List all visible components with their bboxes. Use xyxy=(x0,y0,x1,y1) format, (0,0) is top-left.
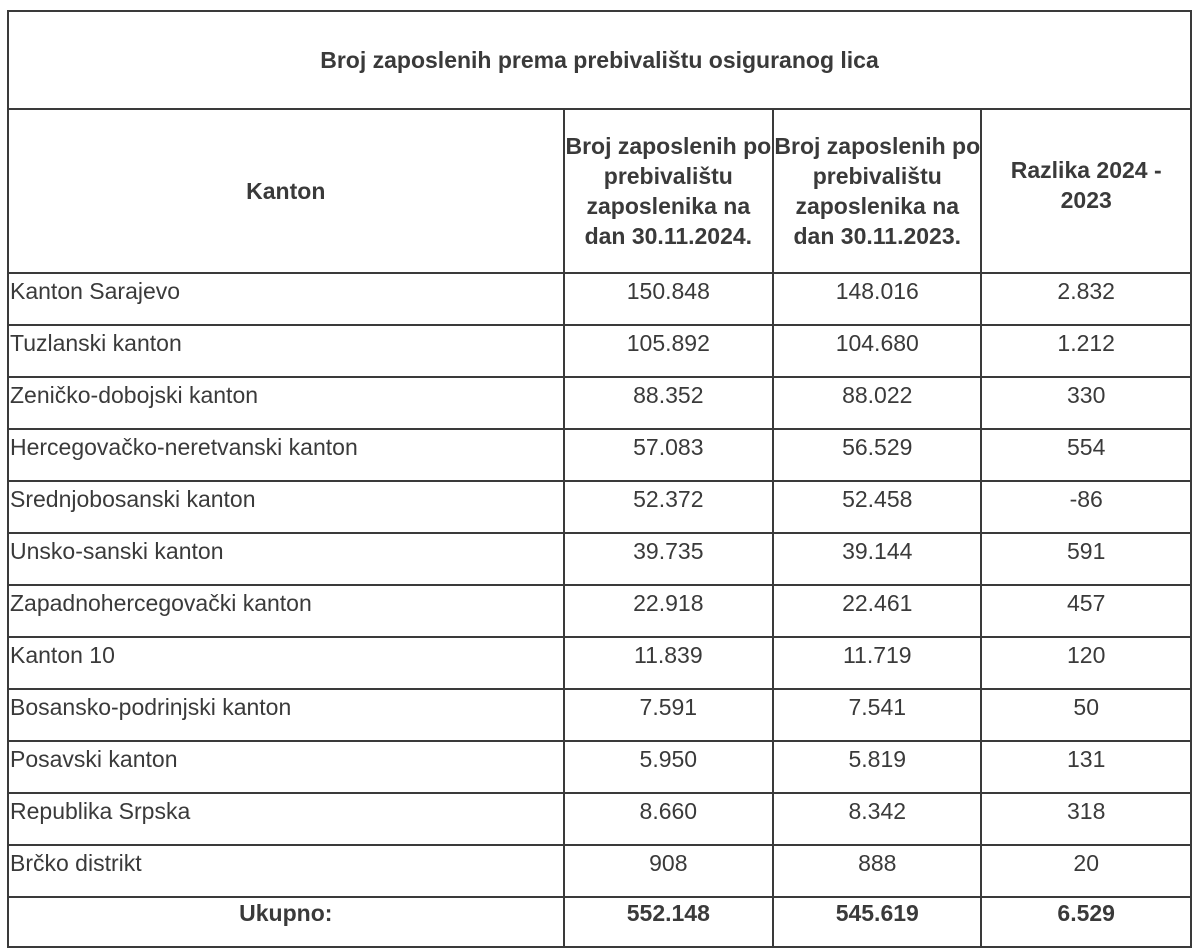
employed-2023-cell: 5.819 xyxy=(773,741,981,793)
employed-2024-cell: 150.848 xyxy=(564,273,774,325)
employed-2024-cell: 105.892 xyxy=(564,325,774,377)
employed-2023-cell: 39.144 xyxy=(773,533,981,585)
employed-2023-cell: 22.461 xyxy=(773,585,981,637)
difference-cell: 20 xyxy=(981,845,1191,897)
table-row xyxy=(8,741,1191,793)
header-kanton: Kanton xyxy=(8,109,564,273)
kanton-name-cell: Bosansko-podrinjski kanton xyxy=(8,689,564,741)
employed-2023-cell: 148.016 xyxy=(773,273,981,325)
employed-2024-cell: 5.950 xyxy=(564,741,774,793)
total-row xyxy=(8,897,1191,947)
employed-2024-cell: 11.839 xyxy=(564,637,774,689)
kanton-name-cell: Zapadnohercegovački kanton xyxy=(8,585,564,637)
kanton-name-cell: Unsko-sanski kanton xyxy=(8,533,564,585)
employed-2024-cell: 22.918 xyxy=(564,585,774,637)
table-title-row xyxy=(8,11,1191,109)
difference-cell: 457 xyxy=(981,585,1191,637)
employed-2024-cell: 7.591 xyxy=(564,689,774,741)
header-difference: Razlika 2024 - 2023 xyxy=(981,109,1191,273)
table-row xyxy=(8,845,1191,897)
kanton-name-cell: Kanton 10 xyxy=(8,637,564,689)
employed-2024-cell: 52.372 xyxy=(564,481,774,533)
employed-2023-cell: 11.719 xyxy=(773,637,981,689)
employed-2023-cell: 7.541 xyxy=(773,689,981,741)
employed-2024-cell: 908 xyxy=(564,845,774,897)
employed-2024-cell: 39.735 xyxy=(564,533,774,585)
kanton-name-cell: Tuzlanski kanton xyxy=(8,325,564,377)
kanton-name-cell: Brčko distrikt xyxy=(8,845,564,897)
kanton-name-cell: Kanton Sarajevo xyxy=(8,273,564,325)
header-employed-2024: Broj zaposlenih po prebivalištu zaposlenika na dan 30.11.2024. xyxy=(564,109,774,273)
header-employed-2023: Broj zaposlenih po prebivalištu zaposlenika na dan 30.11.2023. xyxy=(773,109,981,273)
employment-by-residence-table xyxy=(7,10,1192,948)
employed-2023-cell: 56.529 xyxy=(773,429,981,481)
total-label: Ukupno: xyxy=(8,897,564,947)
table-row xyxy=(8,429,1191,481)
kanton-name-cell: Zeničko-dobojski kanton xyxy=(8,377,564,429)
kanton-name-cell: Hercegovačko-neretvanski kanton xyxy=(8,429,564,481)
difference-cell: 50 xyxy=(981,689,1191,741)
table-row xyxy=(8,325,1191,377)
employed-2024-cell: 8.660 xyxy=(564,793,774,845)
total-difference: 6.529 xyxy=(981,897,1191,947)
employed-2023-cell: 8.342 xyxy=(773,793,981,845)
table-row xyxy=(8,533,1191,585)
difference-cell: 318 xyxy=(981,793,1191,845)
difference-cell: 330 xyxy=(981,377,1191,429)
table-row xyxy=(8,637,1191,689)
employed-2023-cell: 104.680 xyxy=(773,325,981,377)
employed-2024-cell: 57.083 xyxy=(564,429,774,481)
difference-cell: 554 xyxy=(981,429,1191,481)
difference-cell: 591 xyxy=(981,533,1191,585)
difference-cell: 2.832 xyxy=(981,273,1191,325)
total-2024: 552.148 xyxy=(564,897,774,947)
table-row xyxy=(8,689,1191,741)
difference-cell: 131 xyxy=(981,741,1191,793)
kanton-name-cell: Posavski kanton xyxy=(8,741,564,793)
total-2023: 545.619 xyxy=(773,897,981,947)
table-body xyxy=(8,273,1191,897)
table-row xyxy=(8,481,1191,533)
table-row xyxy=(8,793,1191,845)
table-title: Broj zaposlenih prema prebivalištu osiguranog lica xyxy=(8,11,1191,109)
employed-2023-cell: 88.022 xyxy=(773,377,981,429)
difference-cell: 120 xyxy=(981,637,1191,689)
employed-2024-cell: 88.352 xyxy=(564,377,774,429)
kanton-name-cell: Republika Srpska xyxy=(8,793,564,845)
table-row xyxy=(8,273,1191,325)
employed-2023-cell: 888 xyxy=(773,845,981,897)
difference-cell: 1.212 xyxy=(981,325,1191,377)
table-header-row xyxy=(8,109,1191,273)
difference-cell: -86 xyxy=(981,481,1191,533)
kanton-name-cell: Srednjobosanski kanton xyxy=(8,481,564,533)
table-row xyxy=(8,585,1191,637)
employed-2023-cell: 52.458 xyxy=(773,481,981,533)
table-row xyxy=(8,377,1191,429)
